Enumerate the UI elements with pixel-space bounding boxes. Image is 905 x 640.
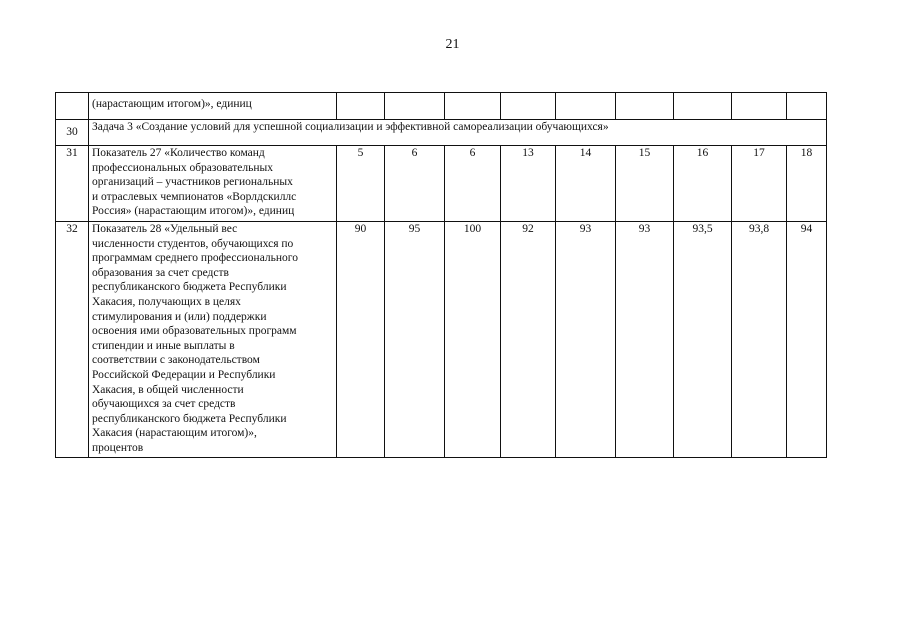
- value-cell: 16: [674, 146, 732, 222]
- value-cell: [556, 93, 616, 120]
- description-line: процентов: [92, 441, 144, 454]
- indicator-table: [55, 92, 827, 458]
- description-line: Хакасия, в общей численности: [92, 383, 244, 396]
- description-line: освоения ими образовательных программ: [92, 325, 297, 338]
- value-cell: 17: [732, 146, 787, 222]
- description-line: численности студентов, обучающихся по: [92, 237, 294, 250]
- value-cell: 6: [385, 146, 445, 222]
- value-cell: [787, 93, 827, 120]
- task-title-cell: Задача 3 «Создание условий для успешной социализации и эффективной самореализации обучающихся»: [89, 120, 827, 146]
- value-cell: 94: [787, 221, 827, 458]
- value-cell: [385, 93, 445, 120]
- indicator-description-cell: [89, 221, 337, 458]
- description-line: республиканского бюджета Республики: [92, 281, 287, 294]
- description-line: Показатель 28 «Удельный вес: [92, 222, 238, 235]
- description-line: организаций – участников региональных: [92, 176, 293, 189]
- value-cell: [616, 93, 674, 120]
- page-number: 21: [445, 37, 460, 52]
- row-number-cell: 32: [56, 221, 89, 458]
- value-cell: [501, 93, 556, 120]
- value-cell: 13: [501, 146, 556, 222]
- value-cell: 92: [501, 221, 556, 458]
- table-row: [56, 221, 827, 458]
- description-line: Российской Федерации и Республики: [92, 368, 276, 381]
- value-cell: 6: [445, 146, 501, 222]
- description-line: Хакасия (нарастающим итогом)»,: [92, 427, 257, 440]
- value-cell: [445, 93, 501, 120]
- table-row: [56, 146, 827, 222]
- description-line: программам среднего профессионального: [92, 252, 298, 265]
- description-line: соответствии с законодательством: [92, 354, 260, 367]
- task-row: [56, 120, 827, 146]
- description-line: стипендии и иные выплаты в: [92, 339, 235, 352]
- description-line: Россия» (нарастающим итогом)», единиц: [92, 205, 295, 218]
- value-cell: 93: [556, 221, 616, 458]
- value-cell: 95: [385, 221, 445, 458]
- value-cell: 18: [787, 146, 827, 222]
- value-cell: 93,5: [674, 221, 732, 458]
- table-row: [56, 93, 827, 120]
- description-line: и отраслевых чемпионатов «Ворлдскиллс: [92, 190, 297, 203]
- value-cell: 100: [445, 221, 501, 458]
- value-cell: 15: [616, 146, 674, 222]
- value-cell: 90: [337, 221, 385, 458]
- value-cell: [674, 93, 732, 120]
- row-number-cell: 30: [56, 120, 89, 146]
- value-cell: 5: [337, 146, 385, 222]
- description-line: республиканского бюджета Республики: [92, 412, 287, 425]
- description-line: Показатель 27 «Количество команд: [92, 147, 265, 159]
- description-line: обучающихся за счет средств: [92, 398, 236, 411]
- value-cell: [732, 93, 787, 120]
- description-line: Хакасия, получающих в целях: [92, 295, 241, 308]
- value-cell: 93: [616, 221, 674, 458]
- description-line: стимулирования и (или) поддержки: [92, 310, 267, 323]
- indicator-description-cell: (нарастающим итогом)», единиц: [89, 93, 337, 120]
- description-line: профессиональных образовательных: [92, 161, 273, 174]
- value-cell: [337, 93, 385, 120]
- row-number-cell: 31: [56, 146, 89, 222]
- row-number-cell: [56, 93, 89, 120]
- value-cell: 14: [556, 146, 616, 222]
- description-line: образования за счет средств: [92, 266, 229, 279]
- indicator-description-cell: [89, 146, 337, 222]
- value-cell: 93,8: [732, 221, 787, 458]
